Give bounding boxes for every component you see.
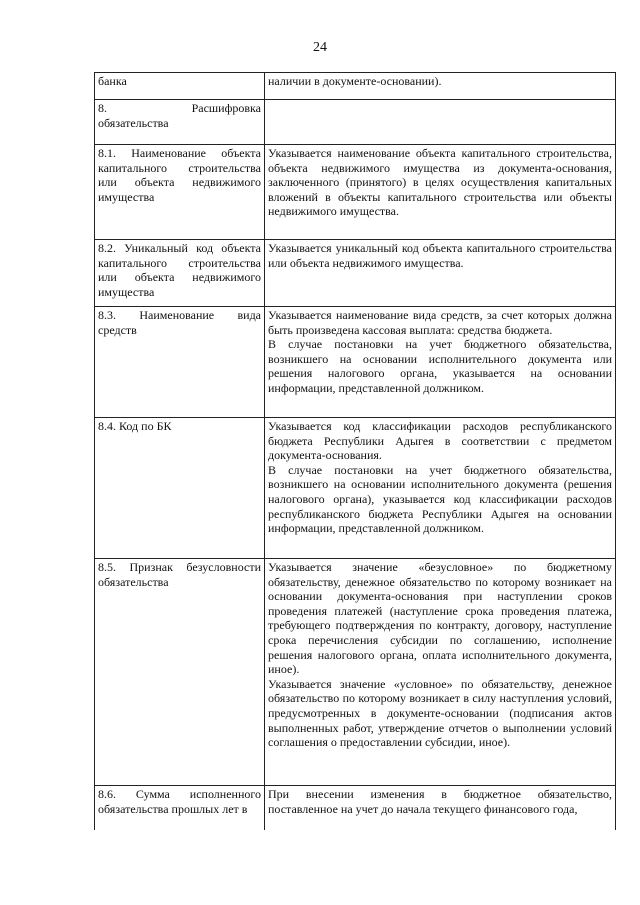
table-row (95, 559, 616, 786)
page-number: 24 (313, 40, 327, 55)
table-row (95, 240, 616, 307)
section-number: 8. (98, 101, 107, 115)
field-name-cell: 8.6. Сумма исполненного обязательства прошлых лет в (95, 786, 265, 831)
field-description-cell (265, 418, 616, 559)
description-paragraph: При внесении изменения в бюджетное обязательство, поставленное на учет до начала текущего финансового года, (268, 787, 612, 816)
field-name-cell: 8.5. Признак безусловности обязательства (95, 559, 265, 786)
description-paragraph: Указывается код классификации расходов республиканского бюджета Республики Адыгея в соответствии с предметом документа-основания. (268, 419, 612, 463)
instruction-table (94, 72, 616, 830)
description-paragraph: В случае постановки на учет бюджетного обязательства, возникшего на основании исполнительного документа (решения налогового органа), указывается код классификации расходов республиканского бюджета Республики Адыгея на основании информации, представленной должником. (268, 462, 612, 536)
table-row (95, 786, 616, 831)
field-description-cell (265, 73, 616, 100)
field-description-cell (265, 786, 616, 831)
field-description-cell (265, 307, 616, 418)
section-heading-cell (95, 100, 265, 145)
table-row (95, 145, 616, 240)
field-name-cell: 8.3. Наименование вида средств (95, 307, 265, 418)
field-description-cell (265, 240, 616, 307)
field-description-cell (265, 559, 616, 786)
field-name-cell: 8.1. Наименование объекта капитального строительства или объекта недвижимого имущества (95, 145, 265, 240)
field-description-cell (265, 100, 616, 145)
field-description-cell (265, 145, 616, 240)
field-name-cell: 8.2. Уникальный код объекта капитального строительства или объекта недвижимого имущества (95, 240, 265, 307)
description-paragraph: Указывается значение «безусловное» по бюджетному обязательству, денежное обязательство по которому возникает на основании документа-основания при наступлении сроков проведения платежей (наступление срока проведения платежа, требующего подтверждения по контракту, договору, наступление срока перечисления субсидии по соглашению, исполнение решения налогового органа, оплата исполнительного документа, иное). (268, 560, 612, 677)
field-name-cell: 8.4. Код по БК (95, 418, 265, 559)
section-title: Расшифровка (191, 101, 261, 115)
description-paragraph: В случае постановки на учет бюджетного обязательства, возникшего на основании исполнительного документа или решения налогового органа, указывается на основании информации, представленной должником. (268, 337, 612, 395)
description-paragraph: Указывается наименование вида средств, за счет которых должна быть произведена кассовая выплата: средства бюджета. (268, 308, 612, 337)
table-row (95, 307, 616, 418)
table-row (95, 73, 616, 100)
field-name-cell: банка (95, 73, 265, 100)
table-row (95, 418, 616, 559)
description-paragraph: Указывается значение «условное» по обязательству, денежное обязательство по которому возникает в силу наступления условий, предусмотренных в документе-основании (подписания актов выполненных работ, утверждение отчетов о выполнении условий соглашения о предоставлении субсидии, иное). (268, 676, 612, 750)
table-row (95, 100, 616, 145)
description-paragraph: Указывается наименование объекта капитального строительства, объекта недвижимого имущества из документа-основания, заключенного (принятого) в целях осуществления капитальных вложений в объекты капитального строительства или объекты недвижимого имущества. (268, 146, 612, 219)
description-paragraph: Указывается уникальный код объекта капитального строительства или объекта недвижимого имущества. (268, 241, 612, 270)
description-paragraph: наличии в документе-основании). (268, 74, 442, 88)
section-title-continued: обязательства (98, 115, 169, 130)
